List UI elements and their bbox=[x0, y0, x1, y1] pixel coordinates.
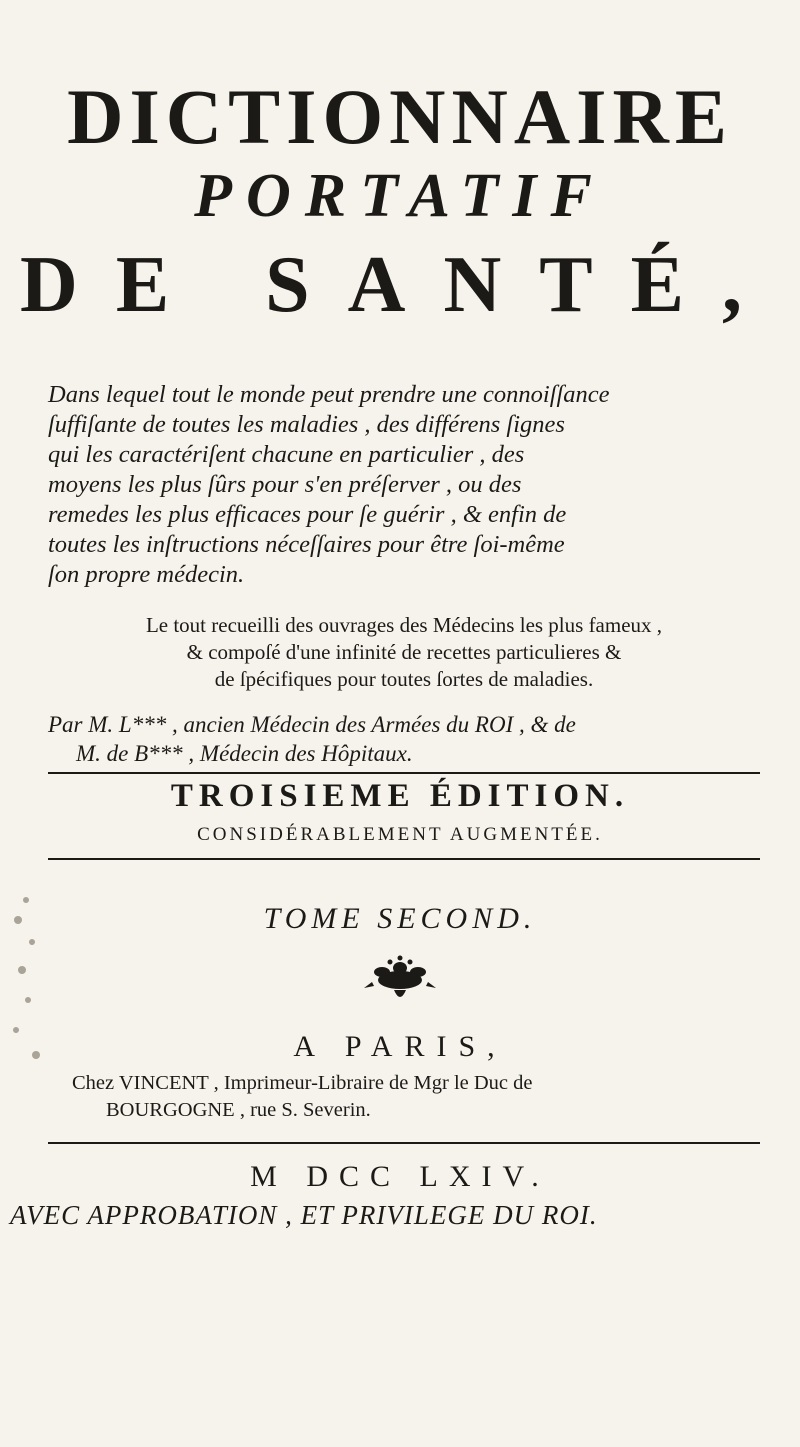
divider-rule-middle bbox=[48, 858, 760, 860]
subtitle-line: ſon propre médecin. bbox=[48, 561, 245, 588]
compilation-line: de ſpécifiques pour toutes ſortes de maladies. bbox=[214, 667, 594, 691]
subtitle-line: toutes les inſtructions néceſſaires pour être ſoi-même bbox=[48, 531, 565, 558]
title-line-dictionnaire: DICTIONNAIRE bbox=[67, 73, 733, 160]
imprint-city: A PARIS, bbox=[293, 1030, 507, 1063]
subtitle-line: Dans lequel tout le monde peut prendre une connoiſſance bbox=[48, 381, 610, 408]
edition-label: TROISIEME ÉDITION. bbox=[170, 778, 630, 814]
subtitle-line: remedes les plus efficaces pour ſe guérir , & enfin de bbox=[48, 501, 567, 528]
compilation-line: & compoſé d'une infinité de recettes particulieres & bbox=[186, 640, 622, 664]
edition-note: CONSIDÉRABLEMENT AUGMENTÉE. bbox=[197, 824, 603, 845]
subtitle-description bbox=[48, 380, 760, 590]
volume-label: TOME SECOND. bbox=[263, 902, 537, 935]
subtitle-line: qui les caractériſent chacune en particulier , des bbox=[48, 441, 525, 468]
author-line-1: Par M. L*** , ancien Médecin des Armées du ROI , & de bbox=[48, 712, 576, 737]
author-attribution bbox=[48, 710, 760, 768]
subtitle-line: moyens les plus ſûrs pour s'en préſerver , ou des bbox=[48, 471, 522, 498]
printer-line-1: Chez VINCENT , Imprimeur-Libraire de Mgr le Duc de bbox=[72, 1072, 533, 1094]
privilege-notice: AVEC APPROBATION , ET PRIVILEGE DU ROI. bbox=[10, 1200, 598, 1230]
printer-line-2: BOURGOGNE , rue S. Severin. bbox=[106, 1099, 371, 1121]
publication-year: M DCC LXIV. bbox=[250, 1160, 550, 1193]
subtitle-line: ſuffiſante de toutes les maladies , des différens ſignes bbox=[48, 411, 565, 438]
author-line-2: M. de B*** , Médecin des Hôpitaux. bbox=[76, 741, 413, 766]
title-line-portatif: PORTATIF bbox=[194, 162, 606, 230]
divider-rule-top bbox=[48, 772, 760, 774]
compilation-line: Le tout recueilli des ouvrages des Médecins les plus fameux , bbox=[145, 613, 663, 637]
printer-imprint bbox=[72, 1070, 772, 1124]
compilation-note bbox=[48, 612, 760, 693]
printer-ornament-icon bbox=[360, 948, 440, 1008]
divider-rule-bottom bbox=[48, 1142, 760, 1144]
title-line-de-sante: DE SANTÉ, bbox=[20, 241, 780, 329]
